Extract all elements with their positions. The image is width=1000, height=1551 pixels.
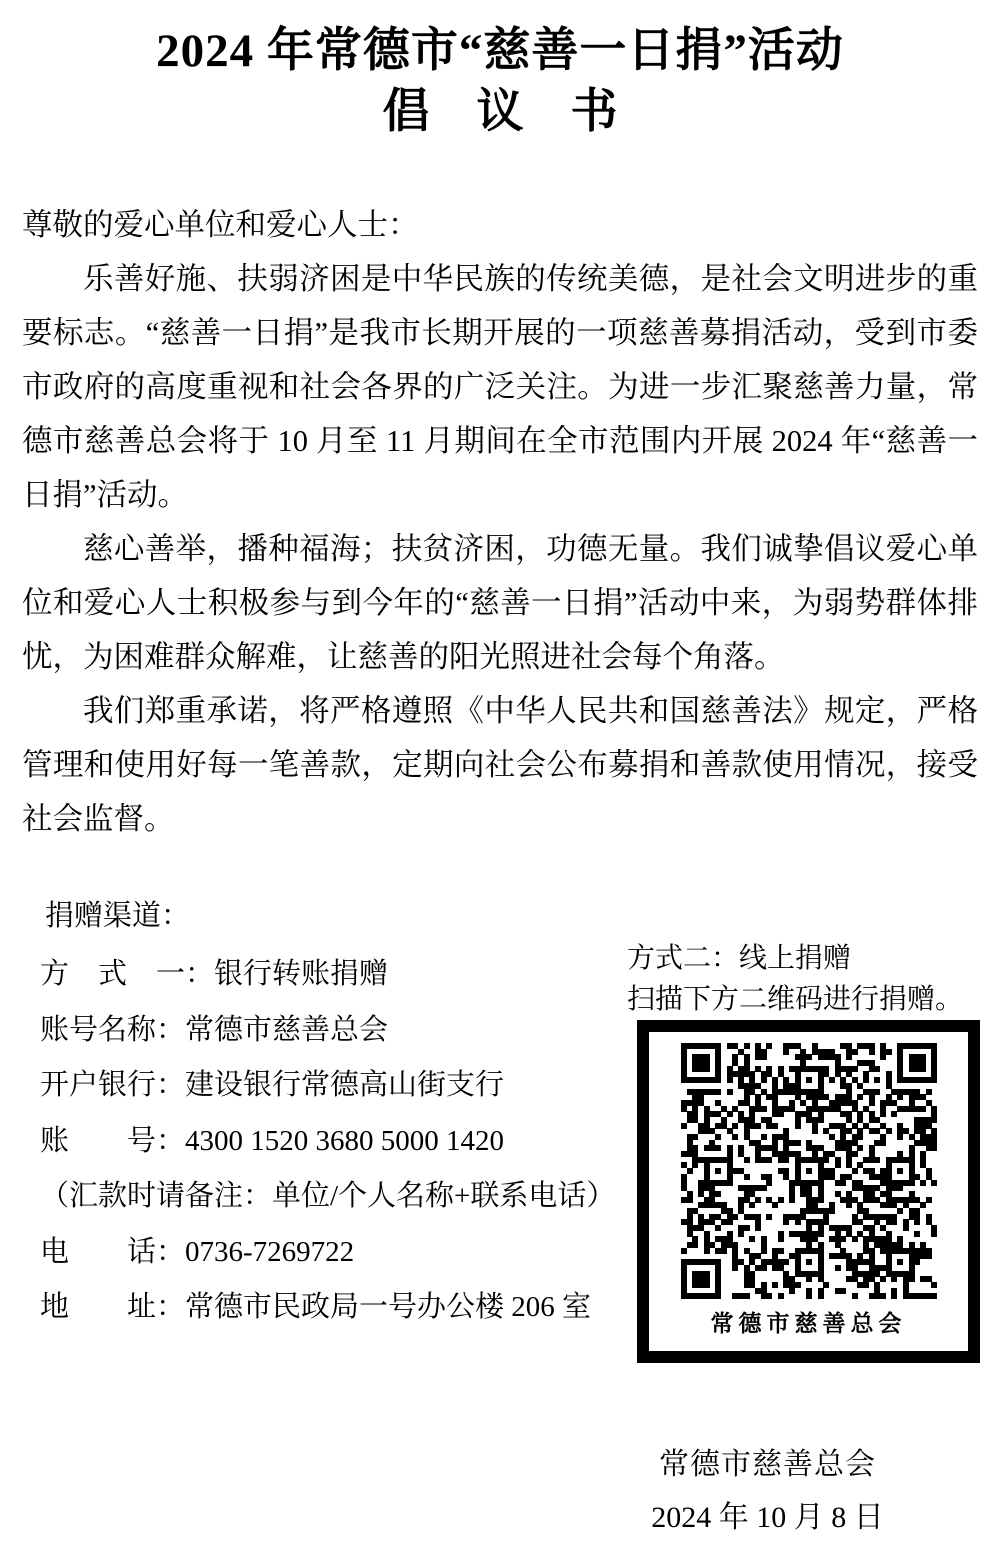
remittance-note-line: （汇款时请备注：单位/个人名称+联系电话） <box>40 1180 616 1213</box>
donation-method1-bank-transfer <box>40 944 630 1333</box>
phone-line: 电 话：0736-7269722 <box>40 1235 355 1268</box>
donation-channels-heading: 捐赠渠道： <box>45 900 191 932</box>
donation-method2-online <box>627 938 995 1363</box>
bank-branch-line: 开户银行：建设银行常德高山街支行 <box>40 1069 505 1102</box>
method1-title: 方 式 一：银行转账捐赠 <box>40 958 389 991</box>
method2-subtitle: 扫描下方二维码进行捐赠。 <box>627 984 964 1015</box>
account-name-line: 账号名称：常德市慈善总会 <box>40 1013 389 1046</box>
signature-org: 常德市慈善总会 <box>659 1448 876 1481</box>
title-line2: 倡 议 书 <box>382 86 618 138</box>
salutation: 尊敬的爱心单位和爱心人士： <box>22 208 419 242</box>
paragraph-3: 我们郑重承诺，将严格遵照《中华人民共和国慈善法》规定，严格管理和使用好每一笔善款，定期向社会公布募捐和善款使用情况，接受社会监督。 <box>22 694 978 836</box>
paragraph-1: 乐善好施、扶弱济困是中华民族的传统美德，是社会文明进步的重要标志。“慈善一日捐”是我市长期开展的一项慈善募捐活动，受到市委市政府的高度重视和社会各界的广泛关注。为进一步汇聚慈善力量，常德市慈善总会将于 10 月至 11 月期间在全市范围内开展 2024 年“慈善一日捐”活动。 <box>22 262 978 512</box>
qr-code-box <box>637 1020 980 1363</box>
method2-title: 方式二：线上捐赠 <box>627 943 852 974</box>
paragraph-2: 慈心善举，播种福海；扶贫济困，功德无量。我们诚挚倡议爱心单位和爱心人士积极参与到今年的“慈善一日捐”活动中来，为弱势群体排忧，为困难群众解难，让慈善的阳光照进社会每个角落。 <box>22 532 978 674</box>
account-number-line: 账 号：4300 1520 3680 5000 1420 <box>40 1124 505 1157</box>
signature-block <box>580 1445 955 1538</box>
body-text <box>22 198 978 846</box>
signature-date: 2024 年 10 月 8 日 <box>651 1501 884 1534</box>
address-line: 地 址：常德市民政局一号办公楼 206 室 <box>40 1291 592 1324</box>
qr-caption: 常德市慈善总会 <box>710 1310 907 1336</box>
qr-code-image <box>681 1043 937 1299</box>
page-title <box>0 20 1000 142</box>
title-line1: 2024 年常德市“慈善一日捐”活动 <box>156 25 844 77</box>
